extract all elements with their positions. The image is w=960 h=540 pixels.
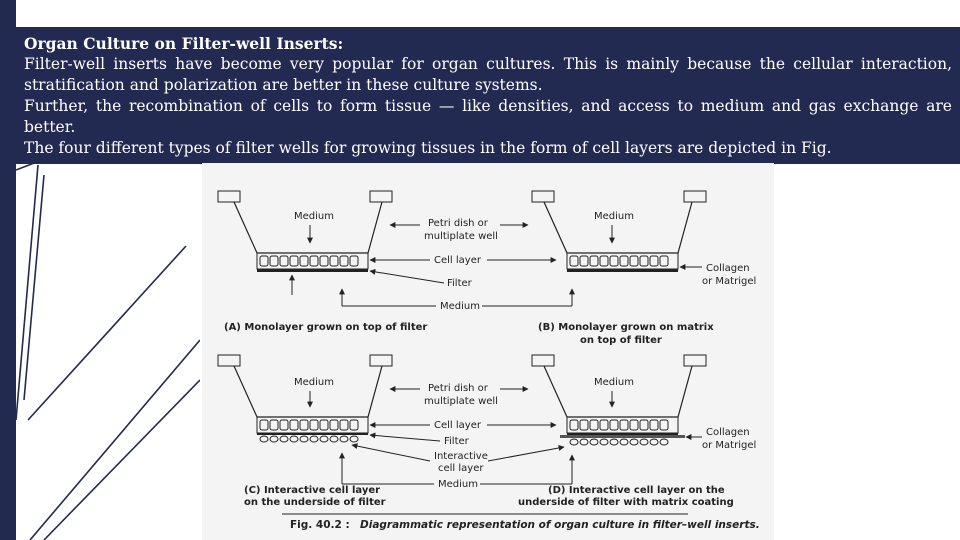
medium-label-bottom-top: Medium bbox=[440, 301, 480, 312]
paragraph-recombination: Further, the recombination of cells to form tissue — like densities, and access to medium and gas exchange are better. bbox=[24, 97, 952, 136]
cell-layer-label-bottom: Cell layer bbox=[434, 420, 481, 431]
medium-label-a: Medium bbox=[294, 211, 334, 222]
petri-label-bottom-1: Petri dish or bbox=[428, 383, 488, 394]
figure-caption-text: Diagrammatic representation of organ culture in filter–well inserts. bbox=[360, 519, 760, 531]
panel-b-well bbox=[532, 191, 756, 346]
panel-a-well bbox=[218, 191, 427, 333]
panel-c-title-1: (C) Interactive cell layer bbox=[244, 485, 381, 496]
paragraph-filter-types: The four different types of filter wells for growing tissues in the form of cell layers are depicted in Fig. bbox=[24, 139, 832, 157]
collagen-label-bottom-2: or Matrigel bbox=[702, 440, 757, 451]
panel-d-title-1: (D) Interactive cell layer on the bbox=[548, 485, 725, 496]
panel-b-title-2: on top of filter bbox=[580, 335, 662, 346]
collagen-label-bottom-1: Collagen bbox=[706, 427, 750, 438]
medium-label-c: Medium bbox=[294, 377, 334, 388]
petri-label-top-1: Petri dish or bbox=[428, 218, 488, 229]
slide-title: Organ Culture on Filter-well Inserts: bbox=[24, 34, 344, 53]
figure-diagram bbox=[202, 163, 774, 540]
filter-label-top: Filter bbox=[447, 278, 472, 289]
paragraph-intro: Filter-well inserts have become very popular for organ cultures. This is mainly because the cellular interaction, stratification and polarization are better in these culture systems. bbox=[24, 55, 952, 94]
panel-c-well bbox=[218, 355, 392, 508]
filter-label-bottom: Filter bbox=[444, 436, 469, 447]
filter-well-figure bbox=[202, 163, 774, 540]
interactive-label-2: cell layer bbox=[438, 463, 484, 474]
cell-layer-label-top: Cell layer bbox=[434, 255, 481, 266]
panel-b-title-1: (B) Monolayer grown on matrix bbox=[538, 322, 714, 333]
header-text-box bbox=[16, 27, 960, 164]
petri-label-bottom-2: multiplate well bbox=[424, 396, 498, 407]
panel-a-title: (A) Monolayer grown on top of filter bbox=[224, 322, 428, 333]
medium-label-bottom-bottom: Medium bbox=[438, 479, 478, 490]
petri-label-top-2: multiplate well bbox=[424, 231, 498, 242]
panel-d-title-2: underside of filter with matrix coating bbox=[518, 497, 734, 508]
medium-label-b: Medium bbox=[594, 211, 634, 222]
interactive-label-1: Interactive bbox=[434, 451, 488, 462]
figure-caption-number: Fig. 40.2 : bbox=[290, 519, 350, 531]
collagen-label-top-2: or Matrigel bbox=[702, 276, 757, 287]
medium-label-d: Medium bbox=[594, 377, 634, 388]
collagen-label-top-1: Collagen bbox=[706, 263, 750, 274]
panel-c-title-2: on the underside of filter bbox=[244, 497, 386, 508]
panel-d-well bbox=[518, 355, 756, 508]
